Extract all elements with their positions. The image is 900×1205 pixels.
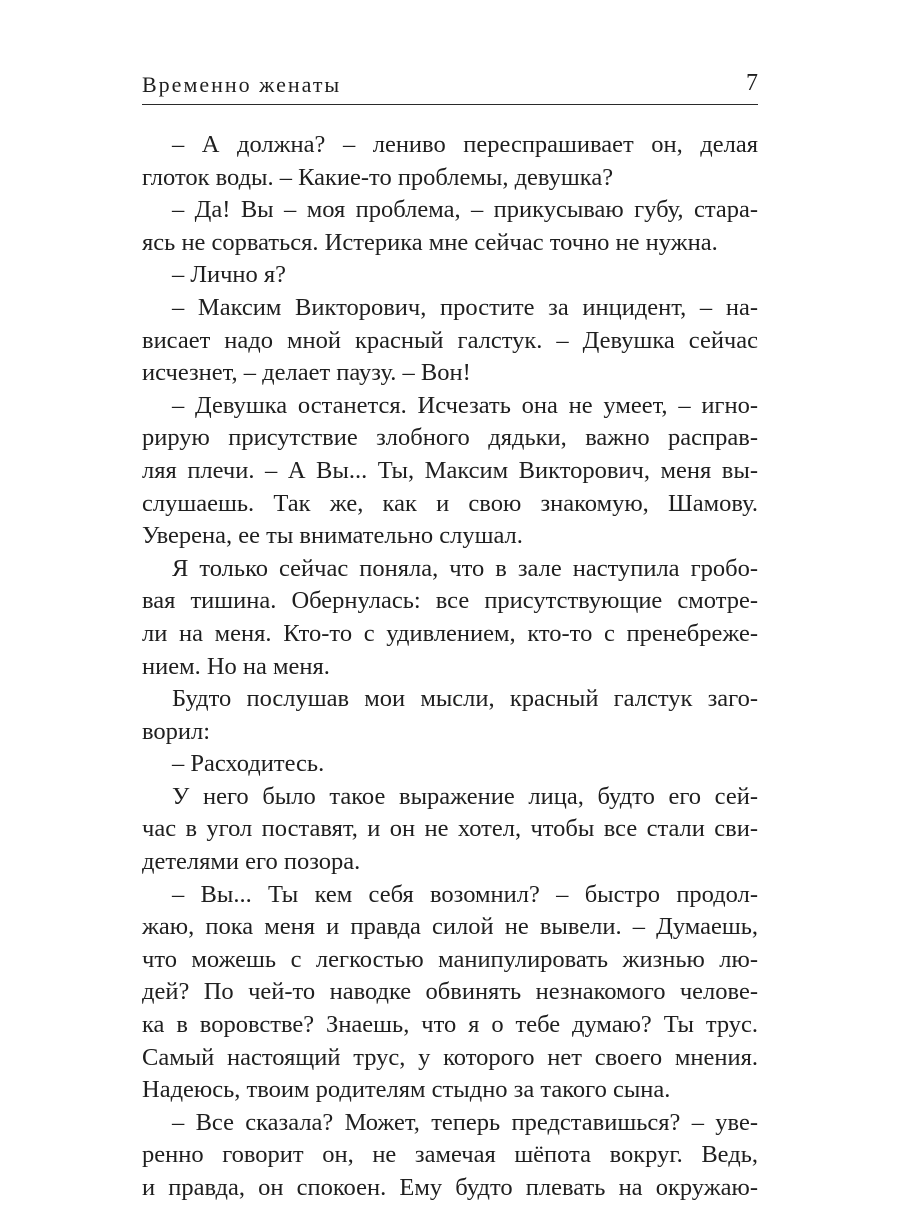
text-line: – Все сказала? Может, теперь представишься? – уве-	[172, 1108, 758, 1136]
text-line: исчезнет, – делает паузу. – Вон!	[142, 359, 471, 387]
text-line: дей? По чей-то наводке обвинять незнакомого челове-	[142, 978, 758, 1006]
text-line: детелями его позора.	[142, 848, 361, 876]
text-line: У него было такое выражение лица, будто его сей-	[172, 782, 758, 810]
text-line: ка в воровстве? Знаешь, что я о тебе думаю? Ты трус.	[142, 1011, 758, 1039]
text-line: нием. Но на меня.	[142, 652, 330, 680]
text-line: – Лично я?	[172, 261, 287, 289]
text-line: ясь не сорваться. Истерика мне сейчас точно не нужна.	[142, 228, 718, 256]
text-line: – Расходитесь.	[172, 750, 325, 778]
text-line: жаю, пока меня и правда силой не вывели. – Думаешь,	[142, 913, 758, 941]
text-line: – Максим Викторович, простите за инцидент, – на-	[172, 293, 758, 321]
text-line: Я только сейчас поняла, что в зале наступила гробо-	[172, 554, 758, 582]
text-line: слушаешь. Так же, как и свою знакомую, Шамову.	[142, 489, 758, 517]
text-line: ляя плечи. – А Вы... Ты, Максим Викторович, меня вы-	[142, 456, 758, 484]
text-line: что можешь с легкостью манипулировать жизнью лю-	[142, 945, 758, 973]
text-line: – Девушка останется. Исчезать она не умеет, – игно-	[172, 391, 758, 419]
text-line: рирую присутствие злобного дядьки, важно расправ-	[142, 424, 758, 452]
running-head	[142, 60, 758, 104]
text-line: ренно говорит он, не замечая шёпота вокруг. Ведь,	[142, 1141, 758, 1169]
text-line: час в угол поставят, и он не хотел, чтобы все стали сви-	[142, 815, 758, 843]
text-line: Самый настоящий трус, у которого нет своего мнения.	[142, 1043, 758, 1071]
text-line: Будто послушав мои мысли, красный галстук заго-	[172, 685, 758, 713]
text-line: – Вы... Ты кем себя возомнил? – быстро продол-	[172, 880, 758, 908]
text-line: висает надо мной красный галстук. – Девушка сейчас	[142, 326, 758, 354]
page-number: 7	[746, 70, 758, 96]
book-page	[142, 60, 758, 1205]
header-rule	[142, 104, 758, 105]
text-line: и правда, он спокоен. Ему будто плевать на окружаю-	[142, 1174, 758, 1201]
text-line: – Да! Вы – моя проблема, – прикусываю губу, стара-	[172, 196, 758, 224]
text-line: ли на меня. Кто-то с удивлением, кто-то с пренебреже-	[142, 619, 758, 647]
body-text	[142, 129, 758, 1205]
text-line: ворил:	[142, 717, 211, 745]
text-line: вая тишина. Обернулась: все присутствующие смотре-	[142, 587, 758, 615]
text-line: – А должна? – лениво переспрашивает он, делая	[172, 131, 758, 158]
text-line: Надеюсь, твоим родителям стыдно за такого сына.	[142, 1076, 671, 1104]
text-line: Уверена, ее ты внимательно слушал.	[142, 522, 523, 550]
running-title: Временно женаты	[142, 72, 342, 97]
text-line: глоток воды. – Какие-то проблемы, девушка?	[142, 163, 614, 191]
